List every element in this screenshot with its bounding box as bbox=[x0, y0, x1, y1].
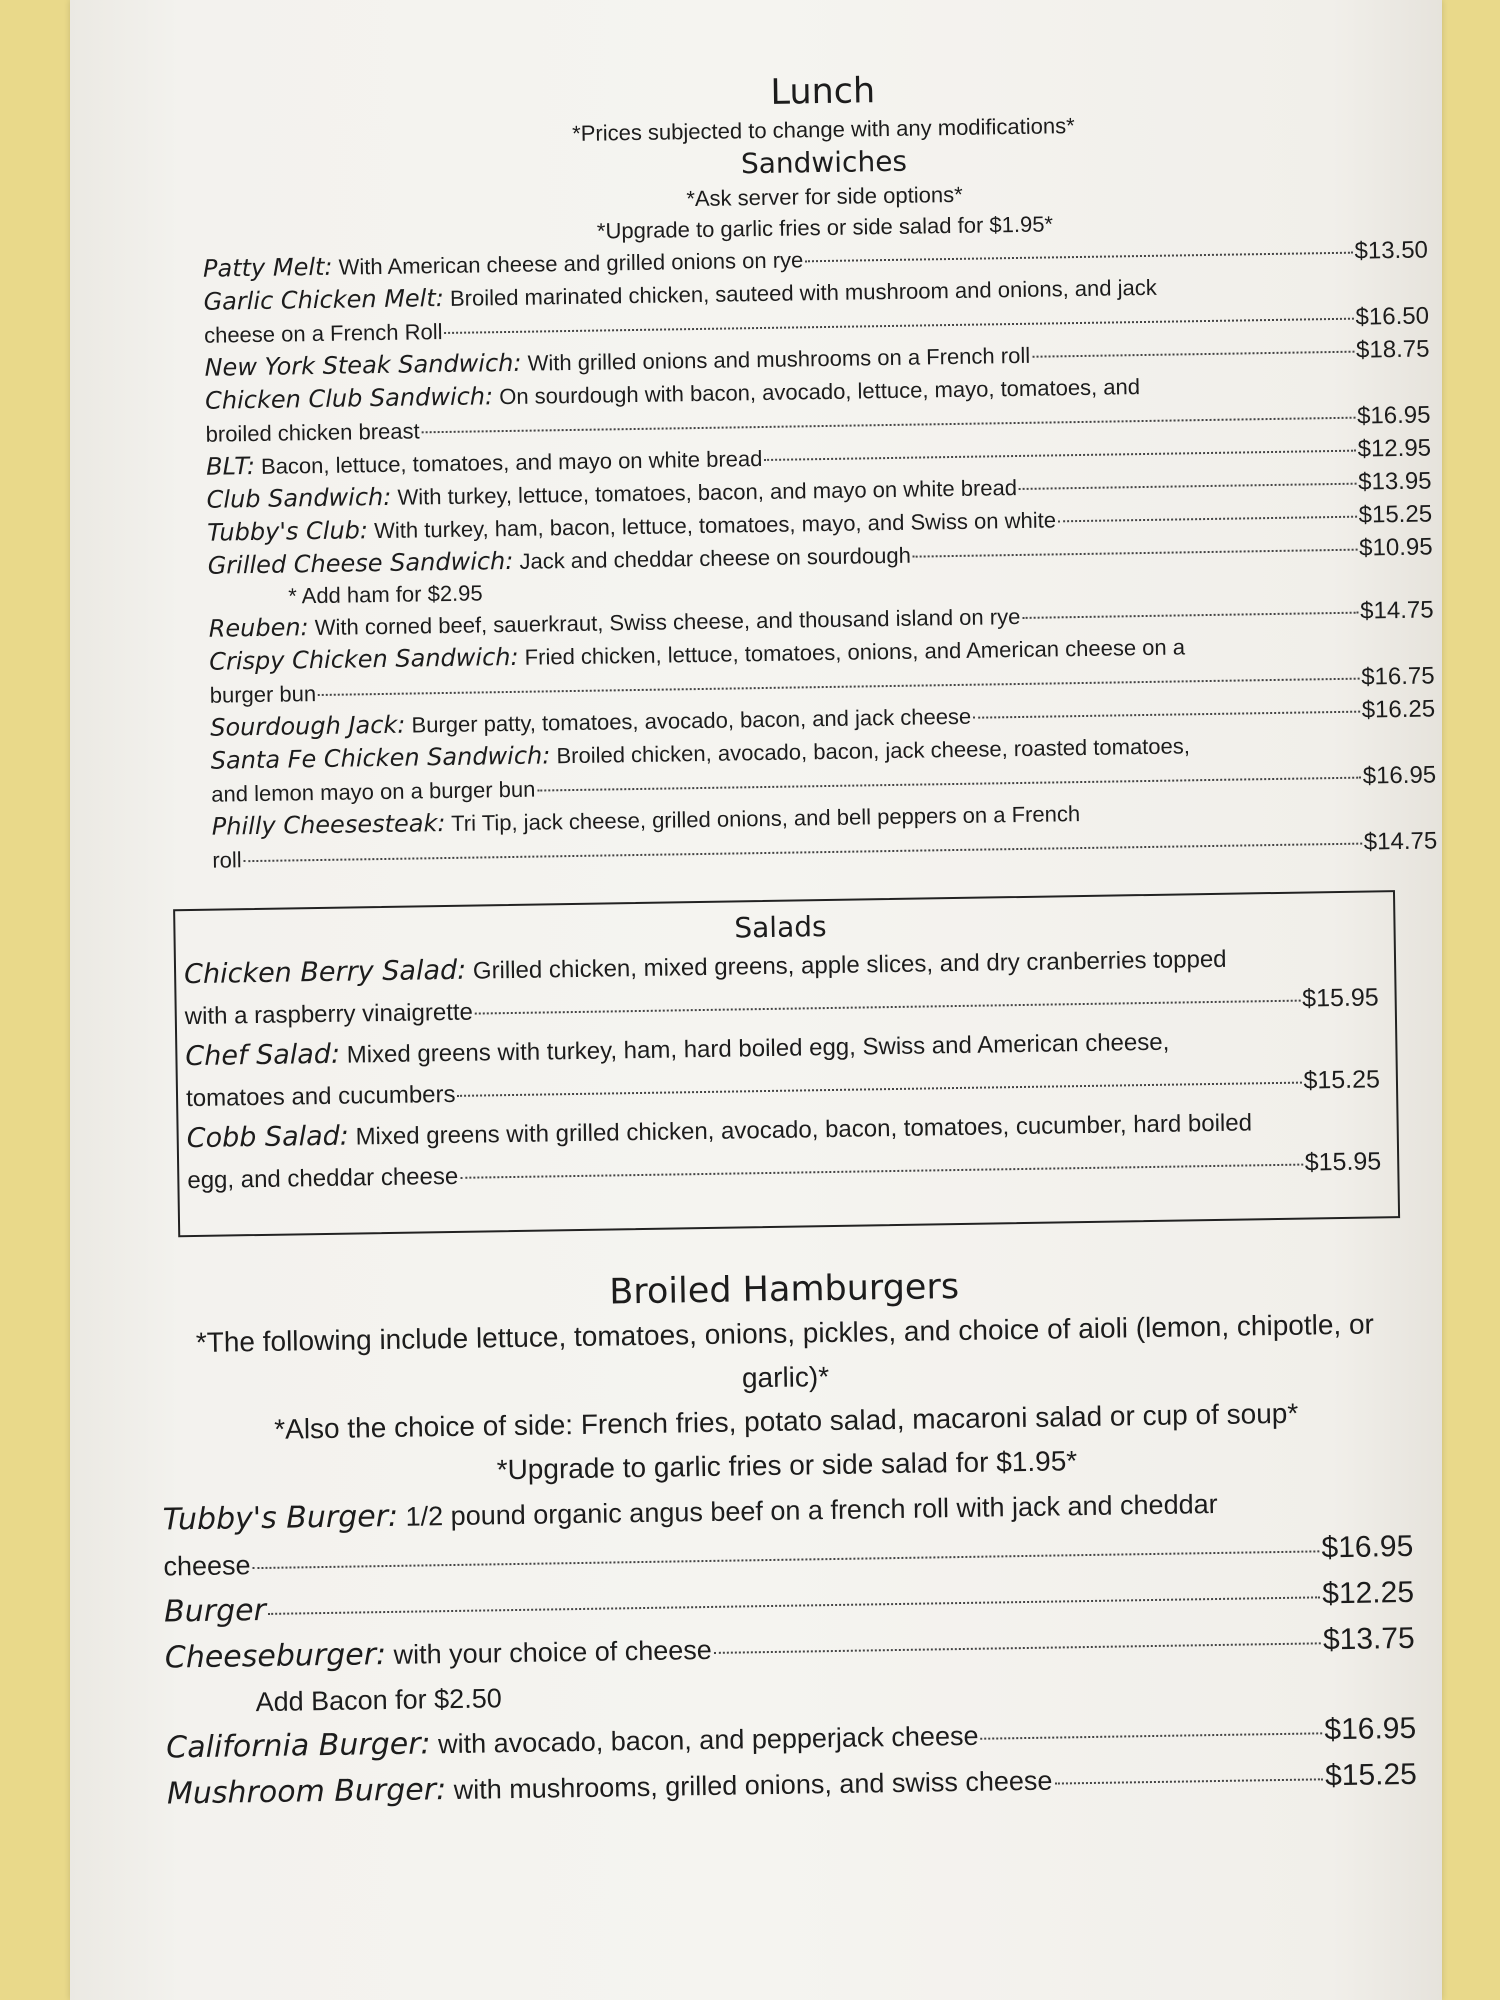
item-name: BLT: bbox=[205, 451, 256, 481]
sandwich-list bbox=[203, 233, 1458, 876]
dot-leader bbox=[244, 843, 1362, 863]
item-description: with mushrooms, grilled onions, and swiss cheese bbox=[453, 1765, 1053, 1806]
dot-leader bbox=[913, 549, 1357, 558]
price-note: *Prices subjected to change with any modifications* bbox=[571, 113, 1075, 146]
item-name: Chef Salad: bbox=[185, 1038, 341, 1073]
item-name: Grilled Cheese Sandwich: bbox=[207, 546, 514, 580]
item-description: Jack and cheddar cheese on sourdough bbox=[519, 542, 912, 574]
item-price: $16.95 bbox=[1362, 761, 1437, 790]
item-description: Mixed greens with grilled chicken, avocado, bacon, tomatoes, cucumber, hard boiled bbox=[355, 1109, 1253, 1151]
burgers-section bbox=[159, 1258, 1417, 1818]
item-description: With turkey, ham, bacon, lettuce, tomatoes, mayo, and Swiss on white bbox=[373, 507, 1057, 544]
lunch-header bbox=[200, 60, 1448, 253]
item-name: Patty Melt: bbox=[202, 252, 333, 283]
sandwiches-title: Sandwiches bbox=[740, 144, 908, 181]
item-price: $15.25 bbox=[1324, 1757, 1418, 1793]
item-name: California Burger: bbox=[166, 1726, 431, 1766]
dot-leader bbox=[460, 1164, 1303, 1179]
dot-leader bbox=[764, 450, 1355, 461]
item-description: Fried chicken, lettuce, tomatoes, onions, and American cheese on a bbox=[524, 634, 1186, 670]
dot-leader bbox=[1022, 612, 1358, 619]
menu-paper bbox=[70, 0, 1442, 2000]
dot-leader bbox=[980, 1732, 1322, 1739]
salads-title: Salads bbox=[734, 910, 827, 945]
dot-leader bbox=[268, 1596, 1320, 1615]
item-name: Mushroom Burger: bbox=[166, 1772, 447, 1812]
item-text bbox=[165, 1627, 713, 1682]
item-description-cont: roll bbox=[212, 847, 242, 873]
item-price: $16.75 bbox=[1360, 662, 1435, 691]
item-description: Broiled marinated chicken, sauteed with mushroom and onions, and jack bbox=[449, 274, 1157, 311]
dot-leader bbox=[1019, 483, 1356, 490]
item-description: with your choice of cheese bbox=[393, 1634, 713, 1670]
item-price: $13.75 bbox=[1322, 1621, 1415, 1657]
item-description: Grilled chicken, mixed greens, apple slices, and dry cranberries topped bbox=[472, 945, 1227, 985]
dot-leader bbox=[973, 711, 1360, 719]
item-description-cont: burger bun bbox=[209, 681, 317, 708]
item-addon: * Add ham for $2.95 bbox=[287, 580, 483, 609]
item-description: Bacon, lettuce, tomatoes, and mayo on white bread bbox=[260, 445, 763, 479]
item-name: Chicken Club Sandwich: bbox=[204, 382, 494, 415]
item-price: $15.25 bbox=[1303, 1065, 1381, 1095]
item-price: $16.95 bbox=[1321, 1529, 1414, 1565]
item-description-cont: broiled chicken breast bbox=[205, 418, 420, 447]
menu-item bbox=[186, 1100, 1381, 1201]
dot-leader bbox=[1058, 516, 1357, 523]
item-description-cont: and lemon mayo on a burger bun bbox=[211, 776, 536, 807]
burgers-title: Broiled Hamburgers bbox=[608, 1267, 960, 1313]
item-price: $10.95 bbox=[1358, 533, 1433, 562]
item-description: On sourdough with bacon, avocado, lettuce, mayo, tomatoes, and bbox=[499, 374, 1141, 410]
item-price: $16.95 bbox=[1356, 401, 1431, 430]
item-description: Mixed greens with turkey, ham, hard boiled egg, Swiss and American cheese, bbox=[346, 1028, 1170, 1069]
item-description: Tri Tip, jack cheese, grilled onions, and bell peppers on a French bbox=[450, 801, 1081, 836]
item-price: $15.95 bbox=[1304, 1147, 1382, 1177]
menu-document bbox=[162, 60, 1472, 1816]
salad-list bbox=[184, 936, 1382, 1201]
item-description: Broiled chicken, avocado, bacon, jack cheese, roasted tomatoes, bbox=[556, 733, 1191, 769]
dot-leader bbox=[1032, 351, 1354, 358]
item-description: With American cheese and grilled onions on rye bbox=[338, 247, 804, 280]
burgers-upgrade-note: *Upgrade to garlic fries or side salad for $1.95* bbox=[496, 1445, 1078, 1486]
item-price: $14.75 bbox=[1363, 827, 1438, 856]
item-text bbox=[164, 1588, 266, 1636]
item-price: $12.95 bbox=[1357, 434, 1432, 463]
item-name: Cobb Salad: bbox=[186, 1120, 350, 1155]
item-price: $15.25 bbox=[1358, 500, 1433, 529]
item-name: Chicken Berry Salad: bbox=[183, 954, 467, 991]
item-description-cont: cheese on a French Roll bbox=[203, 319, 443, 348]
item-name: Santa Fe Chicken Sandwich: bbox=[210, 741, 551, 775]
item-addon: Add Bacon for $2.50 bbox=[255, 1683, 502, 1718]
sandwiches-note: *Ask server for side options* bbox=[686, 181, 963, 212]
dot-leader bbox=[1054, 1778, 1323, 1784]
item-name: Sourdough Jack: bbox=[210, 710, 406, 742]
item-price: $13.50 bbox=[1354, 236, 1429, 265]
dot-leader bbox=[445, 318, 1354, 334]
item-description: Burger patty, tomatoes, avocado, bacon, and jack cheese bbox=[411, 703, 972, 738]
sandwiches-upgrade-note: *Upgrade to garlic fries or side salad for $1.95* bbox=[596, 211, 1054, 244]
item-price: $15.95 bbox=[1301, 983, 1379, 1013]
item-price: $14.75 bbox=[1359, 596, 1434, 625]
dot-leader bbox=[318, 678, 1359, 696]
item-description-cont: tomatoes and cucumbers bbox=[185, 1080, 456, 1113]
item-description: With corned beef, sauerkraut, Swiss cheese, and thousand island on rye bbox=[314, 603, 1021, 641]
salads-box bbox=[173, 890, 1400, 1237]
burger-list bbox=[162, 1478, 1417, 1818]
dot-leader bbox=[537, 777, 1360, 792]
dot-leader bbox=[475, 1000, 1300, 1015]
dot-leader bbox=[253, 1550, 1320, 1569]
dot-leader bbox=[458, 1082, 1302, 1097]
item-name: Burger bbox=[163, 1592, 267, 1630]
item-description: With turkey, lettuce, tomatoes, bacon, and mayo on white bread bbox=[397, 474, 1018, 510]
item-price: $13.95 bbox=[1357, 467, 1432, 496]
item-description: With grilled onions and mushrooms on a French roll bbox=[527, 342, 1031, 376]
burgers-note: *The following include lettuce, tomatoes, onions, pickles, and choice of aioli (lemon, chipotle, or garlic)* bbox=[195, 1308, 1375, 1394]
item-price: $12.25 bbox=[1321, 1575, 1415, 1611]
item-description-cont: with a raspberry vinaigrette bbox=[184, 998, 474, 1031]
item-name: Club Sandwich: bbox=[206, 482, 392, 514]
item-price: $16.95 bbox=[1324, 1711, 1417, 1747]
dot-leader bbox=[714, 1642, 1321, 1654]
burgers-side-note: *Also the choice of side: French fries, potato salad, macaroni salad or cup of soup* bbox=[273, 1397, 1299, 1445]
item-description-cont: cheese bbox=[163, 1550, 251, 1582]
item-name: Philly Cheesesteak: bbox=[211, 809, 446, 841]
dot-leader bbox=[805, 252, 1352, 263]
item-name: Tubby's Burger: bbox=[162, 1498, 399, 1538]
item-name: Cheeseburger: bbox=[164, 1637, 387, 1676]
item-price: $18.75 bbox=[1355, 335, 1430, 364]
dot-leader bbox=[422, 417, 1355, 434]
item-name: Garlic Chicken Melt: bbox=[203, 283, 445, 316]
item-name: Reuben: bbox=[208, 613, 309, 643]
item-name: Crispy Chicken Sandwich: bbox=[208, 642, 519, 676]
item-name: Tubby's Club: bbox=[206, 516, 369, 547]
lunch-title: Lunch bbox=[770, 71, 876, 113]
item-description: with avocado, bacon, and pepperjack cheese bbox=[437, 1720, 979, 1760]
item-description: 1/2 pound organic angus beef on a french roll with jack and cheddar bbox=[405, 1488, 1218, 1532]
item-price: $16.25 bbox=[1361, 695, 1436, 724]
item-price: $16.50 bbox=[1355, 302, 1430, 331]
item-name: New York Steak Sandwich: bbox=[204, 348, 522, 382]
item-description-cont: egg, and cheddar cheese bbox=[187, 1162, 459, 1195]
